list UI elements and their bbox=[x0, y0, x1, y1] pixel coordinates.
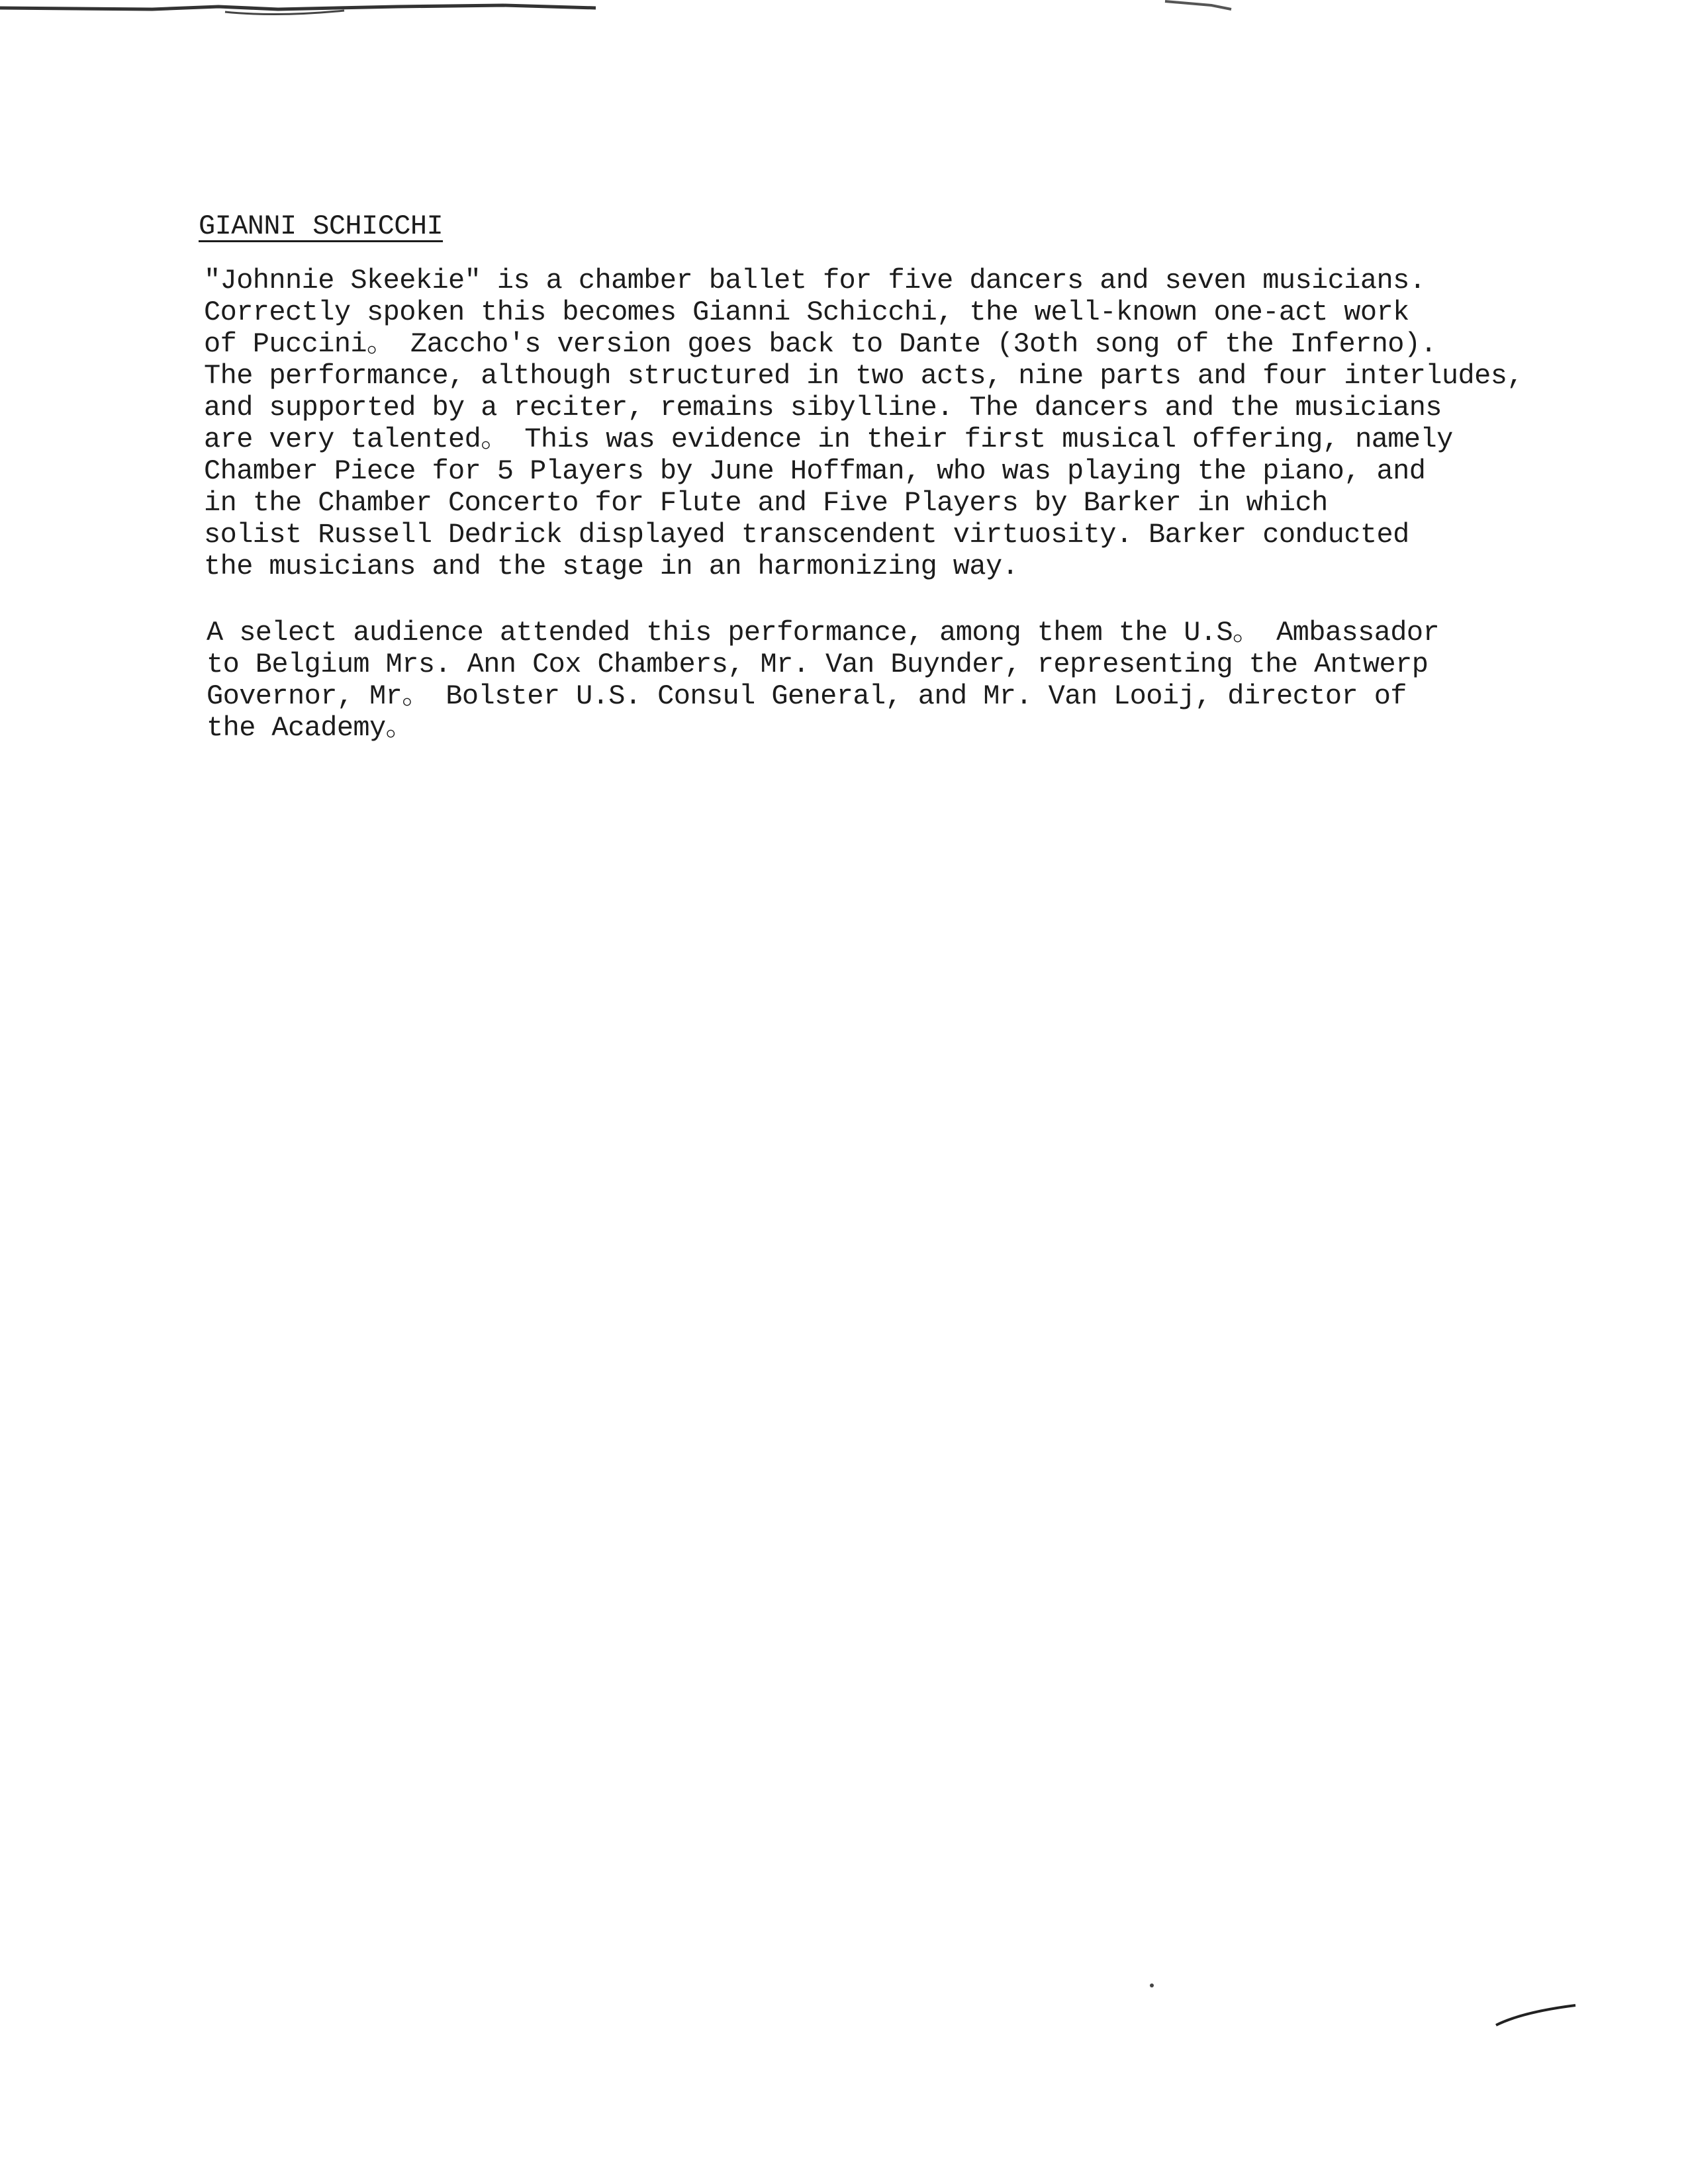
paragraph-line: Chamber Piece for 5 Players by June Hoffman, who was playing the piano, and bbox=[204, 455, 1426, 487]
paragraph-line: to Belgium Mrs. Ann Cox Chambers, Mr. Van Buynder, representing the Antwerp bbox=[207, 649, 1429, 680]
paragraph-line: the Academy。 bbox=[207, 712, 414, 744]
paragraph-line: Governor, Mr。 Bolster U.S. Consul General, and Mr. Van Looij, director of bbox=[207, 680, 1407, 712]
paragraph-line: "Johnnie Skeekie" is a chamber ballet for five dancers and seven musicians. bbox=[204, 265, 1426, 296]
paragraph-line: of Puccini。 Zaccho's version goes back to Dante (3oth song of the Inferno). bbox=[204, 328, 1437, 360]
paragraph-line: solist Russell Dedrick displayed transcendent virtuosity. Barker conducted bbox=[204, 519, 1409, 551]
paragraph-line: the musicians and the stage in an harmonizing way. bbox=[204, 551, 1019, 582]
paragraph-line: in the Chamber Concerto for Flute and Five Players by Barker in which bbox=[204, 487, 1328, 519]
paragraph-line: Correctly spoken this becomes Gianni Schicchi, the well-known one-act work bbox=[204, 296, 1409, 328]
paragraph-line: A select audience attended this performance, among them the U.S。 Ambassador bbox=[207, 617, 1440, 649]
paragraph-line: The performance, although structured in two acts, nine parts and four interludes, bbox=[204, 360, 1523, 392]
paragraph-line: and supported by a reciter, remains sibylline. The dancers and the musicians bbox=[204, 392, 1442, 424]
paragraph-line: are very talented。 This was evidence in their first musical offering, namely bbox=[204, 424, 1453, 455]
document-title: GIANNI SCHICCHI bbox=[199, 210, 444, 242]
